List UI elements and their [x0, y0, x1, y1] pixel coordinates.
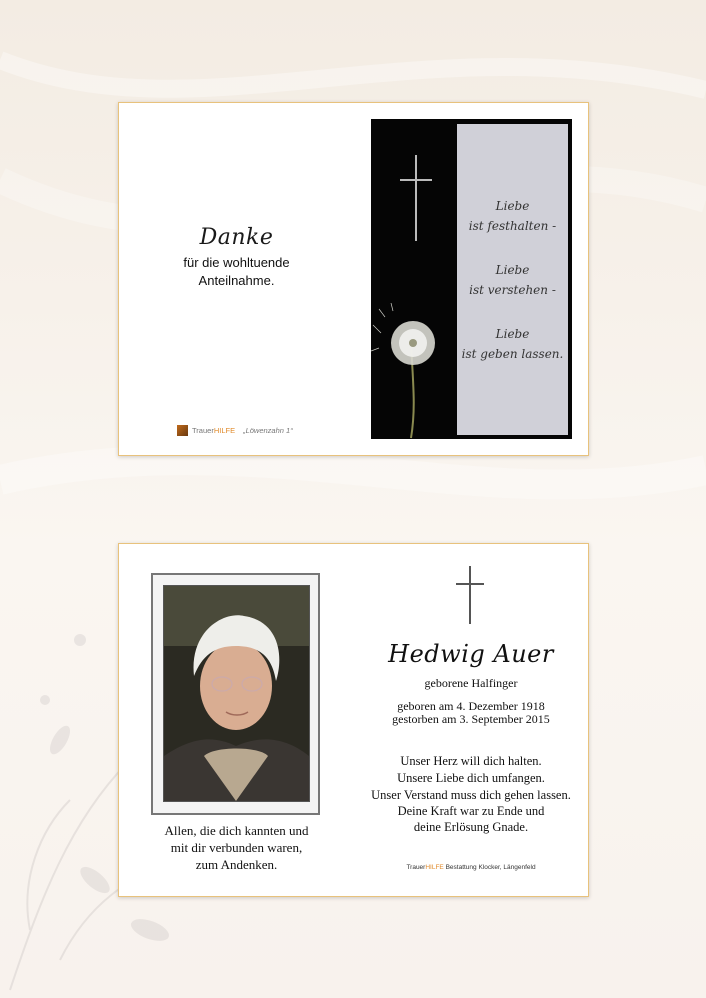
poem-line-3: Liebe	[495, 263, 530, 277]
brand-logo-icon	[177, 425, 188, 436]
gray-panel	[457, 124, 568, 435]
model-name: „Löwenzahn 1“	[243, 426, 293, 435]
death-date: gestorben am 3. September 2015	[392, 712, 550, 726]
memento-line-1: Allen, die dich kannten und	[164, 823, 309, 838]
birth-date: geboren am 4. Dezember 1918	[397, 699, 545, 713]
poem-line-2: ist festhalten -	[468, 219, 557, 233]
danke-line-2: Anteilnahme.	[198, 273, 275, 288]
brand-mark	[177, 425, 293, 436]
photo-frame	[151, 573, 320, 815]
footer-rest: Bestattung Klocker, Längenfeld	[443, 864, 536, 871]
brand-prefix: Trauer	[192, 426, 214, 435]
cross-icon	[400, 155, 432, 241]
footer-credit	[354, 864, 588, 871]
cross-icon	[456, 566, 484, 624]
poem-line-5: Liebe	[495, 327, 530, 341]
dandelion-image	[371, 303, 457, 439]
verse-line-3: Unser Verstand muss dich gehen lassen.	[371, 788, 571, 802]
brand-suffix: HILFE	[213, 426, 236, 435]
deceased-name: Hedwig Auer	[388, 640, 554, 668]
poem-line-1: Liebe	[495, 199, 530, 213]
footer-prefix: Trauer	[406, 864, 426, 871]
verse-line-4: Deine Kraft war zu Ende und	[397, 804, 545, 818]
verse-line-1: Unser Herz will dich halten.	[400, 754, 542, 768]
footer-brand: HILFE	[425, 864, 444, 871]
poem-line-4: ist verstehen -	[469, 283, 556, 297]
card-back	[118, 543, 589, 897]
memento-line-3: zum Andenken.	[195, 857, 278, 872]
poem-line-6: ist geben lassen.	[461, 347, 564, 361]
memento-line-2: mit dir verbunden waren,	[170, 840, 303, 855]
danke-title: Danke	[199, 225, 274, 250]
maiden-name: geborene Halfinger	[424, 676, 518, 690]
card-front	[118, 102, 589, 456]
portrait-photo	[163, 585, 310, 802]
danke-line-1: für die wohltuende	[183, 255, 290, 270]
verse-line-2: Unsere Liebe dich umfangen.	[397, 771, 545, 785]
verse-line-5: deine Erlösung Gnade.	[413, 820, 529, 834]
